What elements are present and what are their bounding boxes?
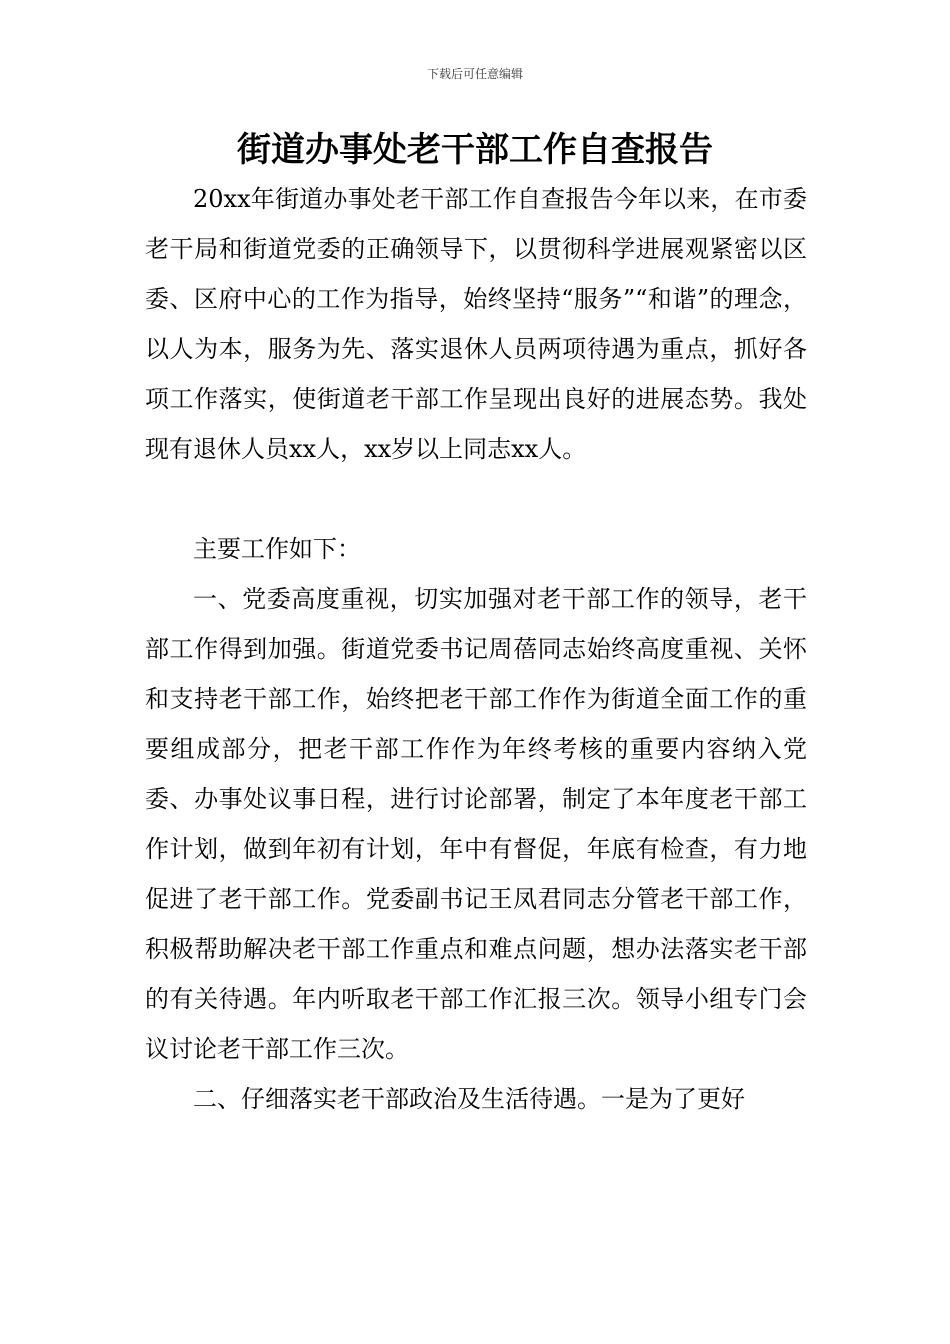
document-body	[145, 174, 807, 1124]
header-note: 下载后可任意编辑	[426, 67, 523, 81]
paragraph-section-two: 二、仔细落实老干部政治及生活待遇。一是为了更好	[193, 1085, 745, 1113]
paragraph-intro: 20xx年街道办事处老干部工作自查报告今年以来，在市委老干局和街道党委的正确领导下，以贯彻科学进展观紧密以区委、区府中心的工作为指导，始终坚持“服务”“和谐”的理念，以人为本，服务为先、落实退休人员两项待遇为重点，抓好各项工作落实，使街道老干部工作呈现出良好的进展态势。我处现有退休人员xx人，xx岁以上同志xx人。	[145, 185, 807, 463]
document-title: 街道办事处老干部工作自查报告	[237, 130, 713, 170]
paragraph-section-one: 一、党委高度重视，切实加强对老干部工作的领导，老干部工作得到加强。街道党委书记周蓓同志始终高度重视、关怀和支持老干部工作，始终把老干部工作作为街道全面工作的重要组成部分，把老干部工作作为年终考核的重要内容纳入党委、办事处议事日程，进行讨论部署，制定了本年度老干部工作计划，做到年初有计划，年中有督促，年底有检查，有力地促进了老干部工作。党委副书记王凤君同志分管老干部工作，积极帮助解决老干部工作重点和难点问题，想办法落实老干部的有关待遇。年内听取老干部工作汇报三次。领导小组专门会议讨论老干部工作三次。	[145, 585, 807, 1063]
paragraph-main-work-heading: 主要工作如下：	[193, 535, 361, 563]
